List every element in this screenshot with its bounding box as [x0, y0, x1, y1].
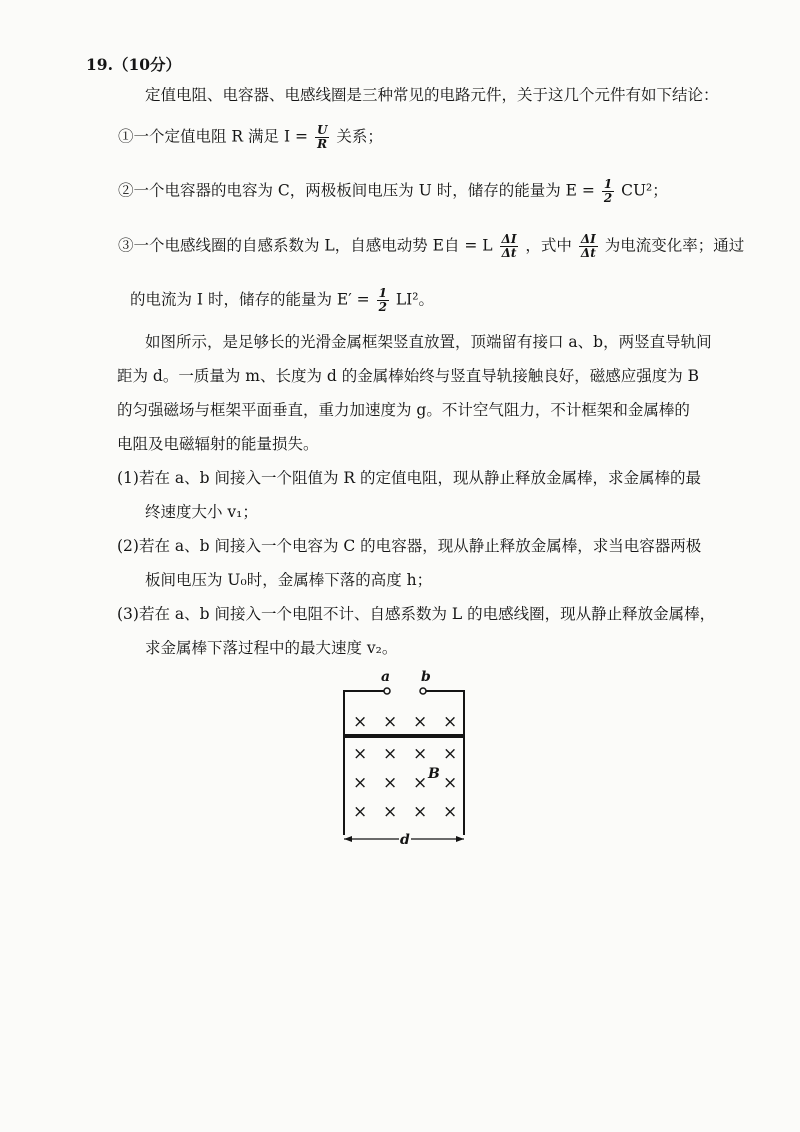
field-cross: ×	[413, 773, 428, 793]
dimension-arrow-right	[456, 836, 464, 842]
metal-rod	[343, 734, 465, 738]
item-2-pre: ②一个电容器的电容为 C，两极板间电压为 U 时，储存的能量为 E =	[118, 181, 595, 200]
frac-den: 2	[378, 300, 387, 314]
label-b: b	[421, 669, 431, 685]
fraction-half-2	[377, 287, 389, 314]
field-cross: ×	[443, 712, 458, 732]
field-cross: ×	[383, 712, 398, 732]
terminal-b	[420, 688, 426, 694]
dimension-arrow-left	[344, 836, 352, 842]
item-2	[118, 178, 668, 205]
question-3-line-1: (3)若在 a、b 间接入一个电阻不计、自感系数为 L 的电感线圈，现从静止释放金属棒，	[117, 605, 716, 623]
field-cross: ×	[353, 773, 368, 793]
field-cross: ×	[413, 802, 428, 822]
frac-den: Δt	[580, 246, 596, 260]
field-cross: ×	[383, 744, 398, 764]
problem-number: 19.（10分）	[86, 55, 182, 74]
intro-text: 定值电阻、电容器、电感线圈是三种常见的电路元件，关于这几个元件有如下结论：	[145, 86, 719, 104]
field-cross: ×	[413, 712, 428, 732]
field-cross: ×	[353, 802, 368, 822]
field-cross: ×	[353, 744, 368, 764]
description-line-3: 的匀强磁场与框架平面垂直，重力加速度为 g。不计空气阻力，不计框架和金属棒的	[117, 401, 690, 419]
question-3-line-2: 求金属棒下落过程中的最大速度 v₂。	[145, 639, 398, 657]
field-cross: ×	[383, 802, 398, 822]
item-3-cont-post: LI²。	[395, 290, 435, 309]
frac-den: R	[317, 137, 328, 151]
field-cross: ×	[443, 773, 458, 793]
description-line-1: 如图所示，是足够长的光滑金属框架竖直放置，顶端留有接口 a、b，两竖直导轨间	[145, 333, 712, 351]
frac-num: ΔI	[580, 232, 596, 246]
fraction-di-dt-2	[579, 233, 598, 260]
field-cross: ×	[353, 712, 368, 732]
label-a: a	[381, 669, 391, 685]
circuit-figure	[320, 665, 480, 855]
item-3-pre: ③一个电感线圈的自感系数为 L，自感电动势 E自 = L	[118, 236, 493, 255]
label-field-b: B	[428, 766, 440, 782]
frac-num: ΔI	[501, 232, 517, 246]
question-2-line-2: 板间电压为 U₀时，金属棒下落的高度 h；	[145, 571, 433, 589]
field-cross: ×	[443, 802, 458, 822]
item-3-post: 为电流变化率；通过	[604, 236, 745, 255]
frac-num: 1	[378, 286, 387, 300]
question-1-line-1: (1)若在 a、b 间接入一个阻值为 R 的定值电阻，现从静止释放金属棒，求金属棒的最	[117, 469, 701, 487]
frac-num: U	[316, 123, 328, 137]
field-cross: ×	[383, 773, 398, 793]
label-d: d	[400, 832, 410, 848]
description-line-2: 距为 d。一质量为 m、长度为 d 的金属棒始终与竖直导轨接触良好，磁感应强度为 B	[117, 367, 700, 385]
item-1-pre: ①一个定值电阻 R 满足 I =	[118, 127, 308, 146]
fraction-di-dt	[500, 233, 519, 260]
item-3-cont-pre: 的电流为 I 时，储存的能量为 E′ =	[130, 290, 370, 309]
frac-den: Δt	[501, 246, 517, 260]
magnetic-field-crosses	[353, 712, 457, 822]
field-cross: ×	[413, 744, 428, 764]
question-1-line-2: 终速度大小 v₁；	[145, 503, 258, 521]
item-1	[118, 124, 383, 151]
item-3	[118, 233, 744, 260]
item-1-post: 关系；	[336, 127, 383, 146]
frac-num: 1	[603, 177, 613, 191]
item-2-post: CU²；	[621, 181, 668, 200]
frac-den: 2	[603, 191, 613, 205]
description-line-4: 电阻及电磁辐射的能量损失。	[117, 435, 319, 453]
item-3-mid: ，式中	[525, 236, 572, 255]
fraction-half	[602, 178, 614, 205]
question-2-line-1: (2)若在 a、b 间接入一个电容为 C 的电容器，现从静止释放金属棒，求当电容器两极	[117, 537, 702, 555]
field-cross: ×	[443, 744, 458, 764]
fraction-u-over-r	[315, 124, 329, 151]
terminal-a	[384, 688, 390, 694]
item-3-continued	[130, 287, 434, 314]
